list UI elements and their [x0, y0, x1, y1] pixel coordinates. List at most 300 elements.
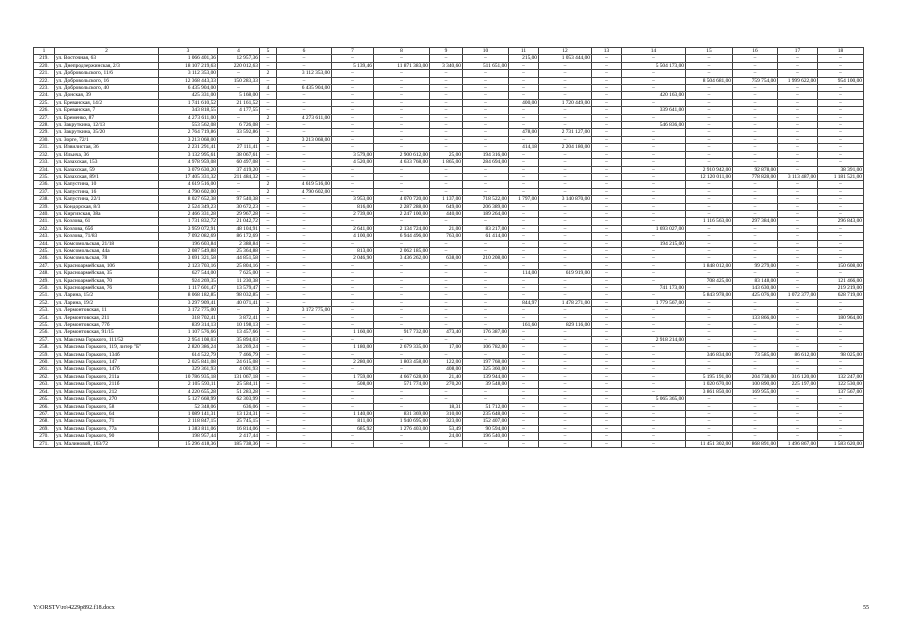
table-row	[34, 70, 864, 77]
value-cell: –	[463, 166, 509, 173]
value-cell: 106 782,00	[463, 344, 509, 351]
row-number-cell: 228.	[34, 122, 55, 129]
value-cell: –	[539, 114, 592, 121]
row-number-cell: 267.	[34, 410, 55, 417]
value-cell: –	[430, 77, 463, 84]
value-cell: –	[686, 144, 733, 151]
value-cell: –	[778, 159, 818, 166]
value-cell: 1 117 601,47	[159, 285, 218, 292]
value-cell: 414,18	[509, 144, 539, 151]
value-cell: 5 127 668,99	[159, 396, 218, 403]
value-cell: –	[733, 299, 778, 306]
value-cell: 13 124,31	[218, 410, 260, 417]
value-cell: –	[463, 336, 509, 343]
value-cell: –	[778, 255, 818, 262]
value-cell: 25 584,11	[218, 381, 260, 388]
address-cell: ул. Максима Горького, 212	[55, 388, 159, 395]
value-cell: 1 140,00	[332, 410, 374, 417]
value-cell: –	[539, 336, 592, 343]
value-cell: –	[818, 299, 864, 306]
row-number-cell: 249.	[34, 277, 55, 284]
value-cell: –	[374, 351, 430, 358]
value-cell: –	[260, 218, 277, 225]
value-cell: –	[463, 107, 509, 114]
value-cell: –	[463, 99, 509, 106]
value-cell: 194 215,00	[622, 240, 686, 247]
value-cell: 2 731 127,00	[539, 129, 592, 136]
value-cell: 1 066 401,36	[159, 55, 218, 62]
address-cell: ул. Капустина, 10	[55, 181, 159, 188]
value-cell: –	[778, 247, 818, 254]
value-cell: –	[592, 277, 622, 284]
value-cell: –	[260, 210, 277, 217]
value-cell: 1 181 521,00	[818, 173, 864, 180]
value-cell: –	[778, 396, 818, 403]
address-cell: ул. Малиновой, 163/72	[55, 440, 159, 447]
value-cell: –	[332, 144, 374, 151]
value-cell: –	[430, 440, 463, 447]
table-row	[34, 418, 864, 425]
value-cell: –	[818, 85, 864, 92]
table-row	[34, 410, 864, 417]
value-cell: –	[430, 122, 463, 129]
value-cell: –	[733, 129, 778, 136]
value-cell: –	[818, 247, 864, 254]
value-cell: 5 139,46	[332, 62, 374, 69]
value-cell: 1 741 610,52	[159, 99, 218, 106]
value-cell: –	[539, 351, 592, 358]
value-cell: 2 025 841,08	[159, 359, 218, 366]
value-cell: –	[539, 136, 592, 143]
value-cell: –	[260, 225, 277, 232]
value-cell: –	[733, 144, 778, 151]
value-cell: 628 719,00	[818, 292, 864, 299]
value-cell: –	[430, 92, 463, 99]
row-number-cell: 244.	[34, 240, 55, 247]
value-cell: 204 738,00	[733, 373, 778, 380]
value-cell: –	[733, 99, 778, 106]
value-cell: –	[622, 114, 686, 121]
value-cell: –	[818, 403, 864, 410]
value-cell: –	[592, 285, 622, 292]
value-cell: –	[260, 418, 277, 425]
value-cell: –	[332, 388, 374, 395]
value-cell: 3 959 072,91	[159, 225, 218, 232]
row-number-cell: 233.	[34, 159, 55, 166]
address-cell: ул. Восточная, 63	[55, 55, 159, 62]
value-cell: –	[778, 196, 818, 203]
table-row	[34, 247, 864, 254]
value-cell: –	[592, 85, 622, 92]
value-cell: 339 641,00	[622, 107, 686, 114]
value-cell: 2	[260, 307, 277, 314]
value-cell: 3 112 353,00	[277, 70, 332, 77]
value-cell: –	[260, 440, 277, 447]
value-cell: 868 891,00	[733, 440, 778, 447]
value-cell: 546 836,00	[622, 122, 686, 129]
value-cell: 150 283,33	[218, 77, 260, 84]
value-cell: –	[539, 218, 592, 225]
column-number-header: 16	[733, 48, 778, 55]
value-cell: –	[686, 159, 733, 166]
value-cell: –	[332, 336, 374, 343]
value-cell: –	[260, 55, 277, 62]
column-number-header: 5	[260, 48, 277, 55]
value-cell: –	[277, 299, 332, 306]
value-cell: –	[733, 329, 778, 336]
table-row	[34, 440, 864, 447]
value-cell: –	[818, 425, 864, 432]
table-row	[34, 255, 864, 262]
address-cell: ул. Лермонтовская, 91/15	[55, 329, 159, 336]
value-cell: –	[463, 292, 509, 299]
value-cell: 844,97	[509, 299, 539, 306]
value-cell: –	[686, 344, 733, 351]
value-cell: –	[260, 314, 277, 321]
value-cell: –	[539, 107, 592, 114]
value-cell: 29 967,28	[218, 210, 260, 217]
value-cell: –	[622, 203, 686, 210]
value-cell: –	[818, 329, 864, 336]
value-cell: 614 522,79	[159, 351, 218, 358]
value-cell: –	[686, 307, 733, 314]
value-cell: 4 273 611,00	[277, 114, 332, 121]
value-cell: –	[778, 129, 818, 136]
value-cell: –	[374, 292, 430, 299]
value-cell: –	[430, 277, 463, 284]
value-cell: –	[374, 440, 430, 447]
value-cell: –	[260, 285, 277, 292]
table-row	[34, 233, 864, 240]
value-cell: –	[622, 366, 686, 373]
value-cell: –	[509, 136, 539, 143]
value-cell: –	[818, 62, 864, 69]
address-cell: ул. Лермонтовская, 77б	[55, 322, 159, 329]
value-cell: –	[686, 433, 733, 440]
address-cell: ул. Максима Горького, 119, литер "Б"	[55, 344, 159, 351]
value-cell: –	[463, 136, 509, 143]
value-cell: –	[592, 99, 622, 106]
table-row	[34, 136, 864, 143]
value-cell: –	[818, 359, 864, 366]
address-cell: ул. Максима Горького, 90	[55, 433, 159, 440]
value-cell: –	[277, 270, 332, 277]
value-cell: 17 405 331,32	[159, 173, 218, 180]
value-cell: 6 435 904,00	[159, 85, 218, 92]
value-cell: 3 172 775,00	[277, 307, 332, 314]
row-number-cell: 246.	[34, 255, 55, 262]
value-cell: –	[463, 322, 509, 329]
value-cell: –	[592, 270, 622, 277]
value-cell: –	[430, 107, 463, 114]
value-cell: –	[509, 292, 539, 299]
value-cell: –	[277, 107, 332, 114]
value-cell: 270,20	[430, 381, 463, 388]
value-cell: –	[332, 314, 374, 321]
value-cell: –	[539, 410, 592, 417]
value-cell: –	[218, 181, 260, 188]
table-row	[34, 107, 864, 114]
value-cell: 215,00	[509, 55, 539, 62]
value-cell: –	[592, 403, 622, 410]
table-row	[34, 270, 864, 277]
value-cell: –	[260, 381, 277, 388]
value-cell: –	[622, 210, 686, 217]
value-cell: –	[778, 314, 818, 321]
value-cell: –	[260, 359, 277, 366]
value-cell: –	[260, 233, 277, 240]
value-cell: –	[622, 181, 686, 188]
value-cell: –	[622, 307, 686, 314]
value-cell: –	[509, 418, 539, 425]
value-cell: –	[539, 151, 592, 158]
value-cell: 813,00	[332, 247, 374, 254]
value-cell: 25 745,15	[218, 418, 260, 425]
value-cell: 2 466 331,28	[159, 210, 218, 217]
value-cell: –	[218, 85, 260, 92]
row-number-cell: 235.	[34, 173, 55, 180]
value-cell: 11 230,38	[218, 277, 260, 284]
value-cell: –	[332, 136, 374, 143]
column-number-header: 2	[55, 48, 159, 55]
value-cell: 7 092 082,69	[159, 233, 218, 240]
row-number-cell: 230.	[34, 136, 55, 143]
value-cell: –	[818, 396, 864, 403]
value-cell: –	[733, 122, 778, 129]
value-cell: –	[430, 55, 463, 62]
address-cell: ул. Козлова, 71/83	[55, 233, 159, 240]
value-cell: –	[778, 240, 818, 247]
value-cell: –	[463, 270, 509, 277]
address-cell: ул. Козлова, 61	[55, 218, 159, 225]
value-cell: –	[332, 107, 374, 114]
address-cell: ул. Ереванская, 14/2	[55, 99, 159, 106]
address-cell: ул. Капустина, 22/1	[55, 196, 159, 203]
value-cell: 90 594,00	[463, 425, 509, 432]
value-cell: –	[277, 55, 332, 62]
value-cell: –	[686, 203, 733, 210]
value-cell: –	[592, 418, 622, 425]
value-cell: –	[592, 92, 622, 99]
value-cell: 4 520,00	[332, 159, 374, 166]
address-cell: ул. Лермонтовская, 211	[55, 314, 159, 321]
row-number-cell: 257.	[34, 336, 55, 343]
value-cell: –	[622, 85, 686, 92]
value-cell: –	[260, 151, 277, 158]
value-cell: –	[260, 99, 277, 106]
value-cell: –	[332, 173, 374, 180]
value-cell: 21,00	[430, 225, 463, 232]
value-cell: –	[218, 188, 260, 195]
address-cell: ул. Красноармейская, 76	[55, 285, 159, 292]
value-cell: 2 247 100,00	[374, 210, 430, 217]
value-cell: –	[733, 233, 778, 240]
value-cell: –	[332, 114, 374, 121]
value-cell: –	[686, 299, 733, 306]
value-cell: –	[592, 173, 622, 180]
row-number-cell: 269.	[34, 425, 55, 432]
value-cell: –	[733, 85, 778, 92]
value-cell: –	[509, 388, 539, 395]
address-cell: ул. Максима Горького, 147	[55, 359, 159, 366]
data-table	[33, 47, 864, 448]
value-cell: –	[332, 129, 374, 136]
value-cell: –	[539, 425, 592, 432]
value-cell: –	[733, 107, 778, 114]
value-cell: –	[260, 159, 277, 166]
value-cell: 917 732,00	[374, 329, 430, 336]
value-cell: 4 100,00	[332, 233, 374, 240]
value-cell: 3 140 870,00	[539, 196, 592, 203]
table-row	[34, 329, 864, 336]
value-cell: –	[686, 359, 733, 366]
value-cell: 53,49	[430, 425, 463, 432]
value-cell: –	[592, 181, 622, 188]
value-cell: –	[539, 262, 592, 269]
value-cell: –	[277, 255, 332, 262]
table-row	[34, 159, 864, 166]
value-cell: 8 068 182,85	[159, 292, 218, 299]
value-cell: –	[539, 122, 592, 129]
value-cell: –	[622, 440, 686, 447]
value-cell: –	[260, 329, 277, 336]
value-cell: –	[430, 188, 463, 195]
value-cell: 25,00	[430, 151, 463, 158]
address-cell: ул. Красноармейская, 106	[55, 262, 159, 269]
value-cell: –	[778, 188, 818, 195]
value-cell: 553 562,08	[159, 122, 218, 129]
value-cell: 1 496 867,00	[778, 440, 818, 447]
row-number-cell: 225.	[34, 99, 55, 106]
value-cell: 2 123 703,16	[159, 262, 218, 269]
value-cell: –	[592, 129, 622, 136]
value-cell: –	[818, 233, 864, 240]
value-cell: –	[430, 70, 463, 77]
value-cell: –	[818, 188, 864, 195]
value-cell: 100 890,00	[733, 381, 778, 388]
value-cell: –	[539, 292, 592, 299]
value-cell: –	[818, 196, 864, 203]
value-cell: –	[592, 55, 622, 62]
row-number-cell: 263.	[34, 381, 55, 388]
value-cell: –	[277, 410, 332, 417]
value-cell: –	[260, 262, 277, 269]
value-cell: –	[463, 240, 509, 247]
value-cell: –	[374, 122, 430, 129]
value-cell: 2 280,00	[332, 359, 374, 366]
value-cell: 346 834,00	[686, 351, 733, 358]
value-cell: –	[592, 292, 622, 299]
value-cell: 33 592,86	[218, 129, 260, 136]
value-cell: –	[509, 396, 539, 403]
value-cell: 194 316,00	[463, 151, 509, 158]
value-cell: –	[374, 114, 430, 121]
value-cell: –	[332, 70, 374, 77]
value-cell: –	[509, 203, 539, 210]
value-cell: –	[463, 314, 509, 321]
table-row	[34, 85, 864, 92]
value-cell: –	[332, 122, 374, 129]
address-cell: ул. Киргизская, 38а	[55, 210, 159, 217]
value-cell: –	[778, 210, 818, 217]
value-cell: 1 276 403,00	[374, 425, 430, 432]
value-cell: 18,31	[430, 403, 463, 410]
value-cell: –	[260, 122, 277, 129]
value-cell: 811,00	[332, 418, 374, 425]
value-cell: –	[509, 255, 539, 262]
value-cell: 83 148,00	[733, 277, 778, 284]
value-cell: –	[733, 151, 778, 158]
value-cell: –	[539, 307, 592, 314]
value-cell: –	[277, 240, 332, 247]
value-cell: 3 113 487,00	[778, 173, 818, 180]
value-cell: 1 053 444,00	[539, 55, 592, 62]
value-cell: –	[622, 188, 686, 195]
value-cell: –	[592, 144, 622, 151]
value-cell: 133 866,00	[733, 314, 778, 321]
value-cell: –	[778, 218, 818, 225]
value-cell: –	[539, 92, 592, 99]
table-row	[34, 292, 864, 299]
value-cell: 3 172 775,00	[159, 307, 218, 314]
address-cell: ул. Казахская, 59	[55, 166, 159, 173]
value-cell: –	[218, 307, 260, 314]
value-cell: –	[778, 92, 818, 99]
value-cell: 18 107 219,63	[159, 62, 218, 69]
table-row	[34, 122, 864, 129]
page-number: 55	[863, 605, 869, 611]
value-cell: 3 436 262,00	[374, 255, 430, 262]
table-row	[34, 203, 864, 210]
value-cell: –	[818, 136, 864, 143]
address-cell: ул. Козлова, 65б	[55, 225, 159, 232]
value-cell: –	[463, 440, 509, 447]
value-cell: 2 204 180,00	[539, 144, 592, 151]
value-cell: –	[430, 292, 463, 299]
value-cell: 400,00	[509, 99, 539, 106]
value-cell: –	[622, 314, 686, 321]
value-cell: –	[277, 403, 332, 410]
value-cell: –	[430, 396, 463, 403]
value-cell: –	[277, 144, 332, 151]
value-cell: –	[260, 173, 277, 180]
value-cell: –	[778, 107, 818, 114]
value-cell: –	[430, 336, 463, 343]
value-cell: –	[374, 77, 430, 84]
value-cell: –	[622, 129, 686, 136]
value-cell: 51 712,00	[463, 403, 509, 410]
value-cell: –	[686, 136, 733, 143]
table-row	[34, 396, 864, 403]
value-cell: –	[539, 277, 592, 284]
value-cell: –	[686, 418, 733, 425]
value-cell: –	[592, 381, 622, 388]
value-cell: –	[277, 233, 332, 240]
value-cell: 284 694,00	[463, 159, 509, 166]
column-number-header: 1	[34, 48, 55, 55]
value-cell: –	[509, 336, 539, 343]
value-cell: 2 679 335,00	[374, 344, 430, 351]
value-cell: –	[733, 403, 778, 410]
value-cell: –	[733, 114, 778, 121]
value-cell: –	[277, 366, 332, 373]
value-cell: –	[463, 55, 509, 62]
row-number-cell: 236.	[34, 181, 55, 188]
value-cell: –	[592, 388, 622, 395]
table-row	[34, 129, 864, 136]
value-cell: –	[332, 77, 374, 84]
row-number-cell: 258.	[34, 344, 55, 351]
